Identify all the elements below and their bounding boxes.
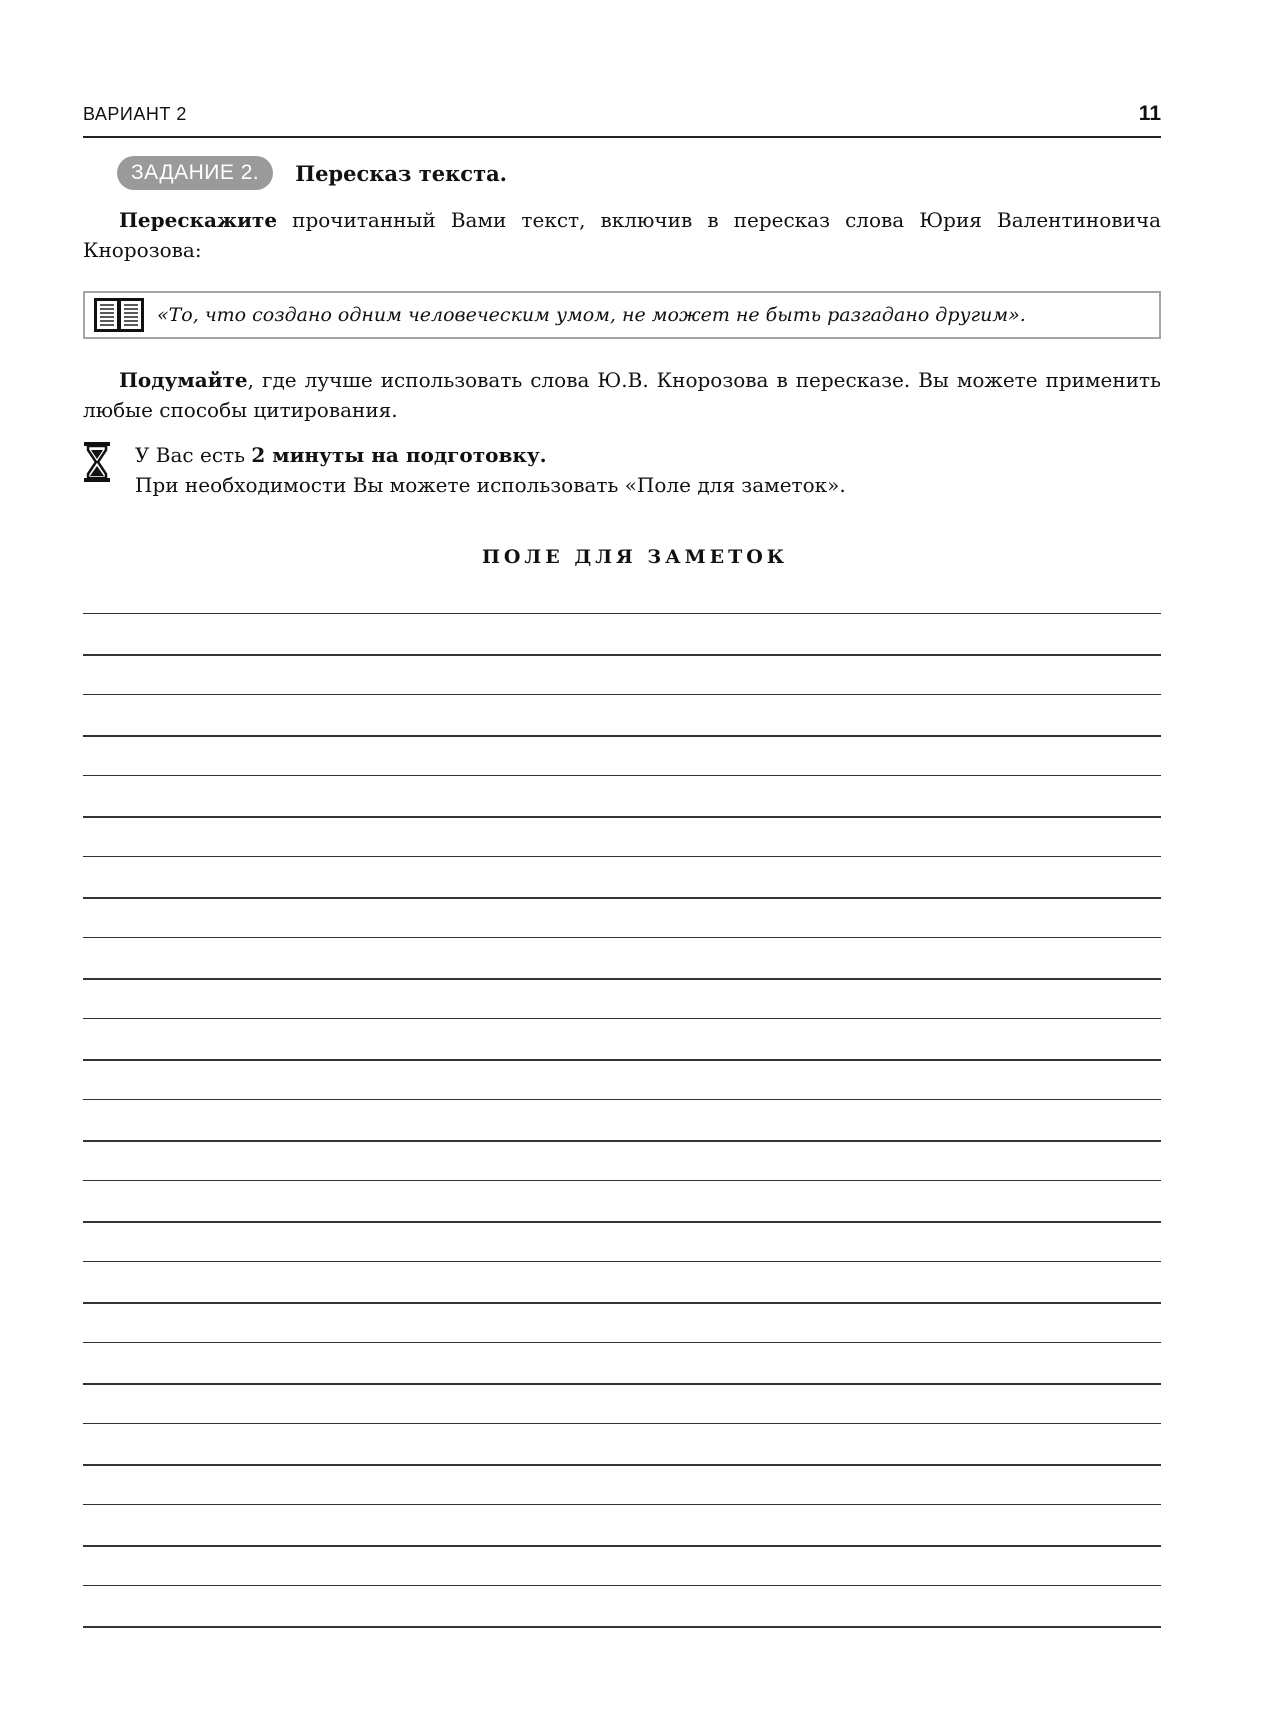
note-line [83, 694, 1161, 695]
note-line [83, 1383, 1161, 1385]
note-line [83, 1099, 1161, 1100]
notes-title: ПОЛЕ ДЛЯ ЗАМЕТОК [481, 546, 789, 568]
task-badge: ЗАДАНИЕ 2. [117, 156, 273, 190]
note-line [83, 978, 1161, 980]
note-line [83, 1585, 1161, 1586]
note-line [83, 1423, 1161, 1424]
note-line [83, 735, 1161, 737]
open-book-icon [93, 297, 145, 333]
note-line [83, 1626, 1161, 1628]
instruction-paragraph [83, 205, 1161, 265]
note-line [83, 613, 1161, 614]
note-line [83, 1302, 1161, 1304]
advice-paragraph [83, 365, 1161, 425]
instruction-text: прочитанный Вами текст, включив в пересказ слова Юрия Валентиновича Кнорозова: [83, 208, 1161, 262]
note-line [83, 816, 1161, 818]
advice-bold: Подумайте [119, 368, 248, 392]
note-line [83, 654, 1161, 656]
note-line [83, 775, 1161, 776]
note-line [83, 1504, 1161, 1505]
page-header [83, 100, 1161, 138]
note-line [83, 1059, 1161, 1061]
note-line [83, 1018, 1161, 1019]
note-line [83, 1545, 1161, 1547]
note-line [83, 1342, 1161, 1343]
task-heading [117, 156, 507, 190]
quote-box [83, 291, 1161, 339]
timer-line-1-text: У Вас есть [135, 443, 252, 467]
timer-line-1 [135, 440, 547, 470]
task-title: Пересказ текста. [295, 160, 507, 186]
hourglass-icon [83, 442, 111, 482]
note-line [83, 1140, 1161, 1142]
page-number: 11 [1138, 102, 1161, 125]
instruction-bold: Перескажите [119, 208, 278, 232]
note-line [83, 1221, 1161, 1223]
note-line [83, 897, 1161, 899]
note-line [83, 856, 1161, 857]
timer-line-1-bold: 2 минуты на подготовку. [251, 443, 547, 467]
note-line [83, 1464, 1161, 1466]
note-line [83, 937, 1161, 938]
note-line [83, 1180, 1161, 1181]
advice-text: , где лучше использовать слова Ю.В. Кнорозова в пересказе. Вы можете применить любые способы цитирования. [83, 368, 1161, 422]
variant-label: ВАРИАНТ 2 [83, 104, 187, 124]
quote-text: «То, что создано одним человеческим умом, не может не быть разгадано другим». [157, 304, 1026, 326]
timer-line-2: При необходимости Вы можете использовать «Поле для заметок». [135, 473, 846, 497]
note-line [83, 1261, 1161, 1262]
